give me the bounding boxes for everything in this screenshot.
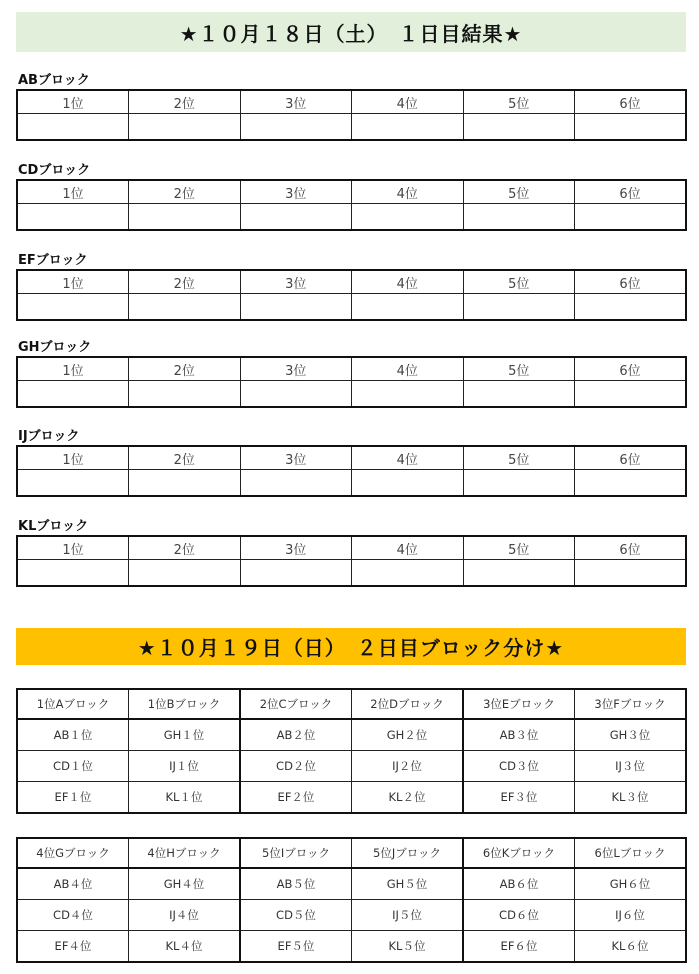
rank-entry-cell[interactable] (352, 204, 464, 231)
group-member-cell: AB１位 (17, 719, 129, 751)
block-result-table (16, 269, 687, 321)
rank-header: 1位 (17, 446, 129, 470)
rank-entry-cell[interactable] (17, 204, 129, 231)
rank-entry-cell[interactable] (240, 560, 352, 587)
rank-entry-cell[interactable] (17, 294, 129, 321)
group-member-cell: GH３位 (575, 719, 687, 751)
rank-header: 4位 (352, 446, 464, 470)
table-row (17, 900, 686, 931)
group-member-cell: EF５位 (240, 931, 352, 963)
group-header: 6位Kブロック (463, 838, 575, 868)
group-member-cell: AB６位 (463, 868, 575, 900)
block-label: ABブロック (18, 73, 90, 88)
block-label: GHブロック (18, 340, 92, 355)
rank-header: 3位 (240, 536, 352, 560)
rank-header: 4位 (352, 270, 464, 294)
rank-header: 3位 (240, 90, 352, 114)
rank-entry-cell[interactable] (463, 470, 575, 497)
rank-header: 5位 (463, 446, 575, 470)
group-member-cell: KL４位 (129, 931, 241, 963)
block-result-table (16, 89, 687, 141)
group-member-cell: GH１位 (129, 719, 241, 751)
group-member-cell: IJ１位 (129, 751, 241, 782)
block-result-table (16, 356, 687, 408)
rank-entry-cell[interactable] (575, 294, 687, 321)
rank-entry-cell[interactable] (352, 294, 464, 321)
group-member-cell: KL３位 (575, 782, 687, 814)
group-member-cell: CD３位 (463, 751, 575, 782)
group-header: 3位Eブロック (463, 689, 575, 719)
group-member-cell: GH５位 (352, 868, 464, 900)
rank-entry-cell[interactable] (129, 381, 241, 408)
group-member-cell: CD４位 (17, 900, 129, 931)
rank-header: 6位 (575, 446, 687, 470)
rank-header: 1位 (17, 270, 129, 294)
group-table (16, 837, 687, 963)
rank-header: 2位 (129, 180, 241, 204)
block-label: IJブロック (18, 429, 80, 444)
rank-entry-cell[interactable] (575, 560, 687, 587)
group-header: 3位Fブロック (575, 689, 687, 719)
rank-header: 1位 (17, 357, 129, 381)
group-member-cell: EF２位 (240, 782, 352, 814)
group-member-cell: EF４位 (17, 931, 129, 963)
group-header: 6位Lブロック (575, 838, 687, 868)
rank-header: 2位 (129, 446, 241, 470)
rank-header: 2位 (129, 357, 241, 381)
rank-header: 2位 (129, 90, 241, 114)
table-row (17, 751, 686, 782)
table-row (17, 782, 686, 814)
rank-entry-cell[interactable] (575, 204, 687, 231)
rank-header: 2位 (129, 536, 241, 560)
table-row (17, 719, 686, 751)
group-member-cell: IJ５位 (352, 900, 464, 931)
day1-title-banner (16, 12, 686, 52)
group-header: 1位Aブロック (17, 689, 129, 719)
block-label: CDブロック (18, 163, 91, 178)
rank-header: 5位 (463, 357, 575, 381)
group-member-cell: AB５位 (240, 868, 352, 900)
day1-title: ★１０月１８日（土） １日目結果★ (179, 21, 523, 46)
rank-header: 2位 (129, 270, 241, 294)
group-member-cell: EF３位 (463, 782, 575, 814)
rank-entry-cell[interactable] (352, 470, 464, 497)
day2-title: ★１０月１９日（日） ２日目ブロック分け★ (137, 636, 565, 660)
rank-entry-cell[interactable] (240, 294, 352, 321)
rank-entry-cell[interactable] (240, 470, 352, 497)
table-row (17, 931, 686, 963)
rank-header: 4位 (352, 180, 464, 204)
rank-entry-cell[interactable] (17, 560, 129, 587)
rank-header: 5位 (463, 180, 575, 204)
group-member-cell: GH２位 (352, 719, 464, 751)
rank-header: 6位 (575, 90, 687, 114)
group-header: 4位Hブロック (129, 838, 241, 868)
rank-header: 5位 (463, 90, 575, 114)
rank-entry-cell[interactable] (129, 470, 241, 497)
group-member-cell: AB３位 (463, 719, 575, 751)
rank-entry-cell[interactable] (17, 470, 129, 497)
group-member-cell: EF１位 (17, 782, 129, 814)
rank-header: 1位 (17, 180, 129, 204)
rank-entry-cell[interactable] (129, 114, 241, 141)
group-header: 5位Jブロック (352, 838, 464, 868)
table-row (17, 868, 686, 900)
rank-entry-cell[interactable] (240, 204, 352, 231)
rank-entry-cell[interactable] (575, 470, 687, 497)
rank-entry-cell[interactable] (463, 560, 575, 587)
group-member-cell: CD２位 (240, 751, 352, 782)
group-header: 2位Cブロック (240, 689, 352, 719)
group-member-cell: IJ４位 (129, 900, 241, 931)
rank-entry-cell[interactable] (352, 114, 464, 141)
group-member-cell: EF６位 (463, 931, 575, 963)
rank-entry-cell[interactable] (129, 560, 241, 587)
group-header: 1位Bブロック (129, 689, 241, 719)
rank-entry-cell[interactable] (575, 114, 687, 141)
group-member-cell: AB４位 (17, 868, 129, 900)
group-member-cell: KL５位 (352, 931, 464, 963)
rank-header: 1位 (17, 536, 129, 560)
block-label: KLブロック (18, 519, 89, 534)
rank-entry-cell[interactable] (463, 114, 575, 141)
rank-entry-cell[interactable] (575, 381, 687, 408)
group-member-cell: GH４位 (129, 868, 241, 900)
rank-entry-cell[interactable] (352, 381, 464, 408)
group-member-cell: IJ６位 (575, 900, 687, 931)
group-member-cell: CD５位 (240, 900, 352, 931)
rank-entry-cell[interactable] (352, 560, 464, 587)
group-header: 5位Iブロック (240, 838, 352, 868)
day2-title-banner (16, 628, 686, 665)
rank-entry-cell[interactable] (129, 294, 241, 321)
rank-header: 4位 (352, 357, 464, 381)
rank-entry-cell[interactable] (463, 381, 575, 408)
rank-header: 6位 (575, 536, 687, 560)
group-member-cell: CD１位 (17, 751, 129, 782)
rank-entry-cell[interactable] (463, 294, 575, 321)
rank-header: 1位 (17, 90, 129, 114)
rank-header: 6位 (575, 180, 687, 204)
rank-entry-cell[interactable] (240, 381, 352, 408)
rank-header: 4位 (352, 90, 464, 114)
group-member-cell: KL６位 (575, 931, 687, 963)
rank-entry-cell[interactable] (240, 114, 352, 141)
rank-header: 4位 (352, 536, 464, 560)
block-result-table (16, 179, 687, 231)
group-member-cell: GH６位 (575, 868, 687, 900)
rank-header: 3位 (240, 180, 352, 204)
group-member-cell: KL２位 (352, 782, 464, 814)
rank-entry-cell[interactable] (17, 114, 129, 141)
rank-header: 3位 (240, 446, 352, 470)
group-header: 4位Gブロック (17, 838, 129, 868)
rank-entry-cell[interactable] (463, 204, 575, 231)
rank-header: 5位 (463, 536, 575, 560)
group-header: 2位Dブロック (352, 689, 464, 719)
block-result-table (16, 445, 687, 497)
group-member-cell: IJ３位 (575, 751, 687, 782)
rank-header: 3位 (240, 357, 352, 381)
rank-header: 5位 (463, 270, 575, 294)
group-table (16, 688, 687, 814)
block-result-table (16, 535, 687, 587)
rank-header: 6位 (575, 270, 687, 294)
group-member-cell: CD６位 (463, 900, 575, 931)
group-member-cell: AB２位 (240, 719, 352, 751)
rank-entry-cell[interactable] (17, 381, 129, 408)
block-label: EFブロック (18, 253, 88, 268)
rank-header: 3位 (240, 270, 352, 294)
group-member-cell: IJ２位 (352, 751, 464, 782)
rank-entry-cell[interactable] (129, 204, 241, 231)
rank-header: 6位 (575, 357, 687, 381)
group-member-cell: KL１位 (129, 782, 241, 814)
